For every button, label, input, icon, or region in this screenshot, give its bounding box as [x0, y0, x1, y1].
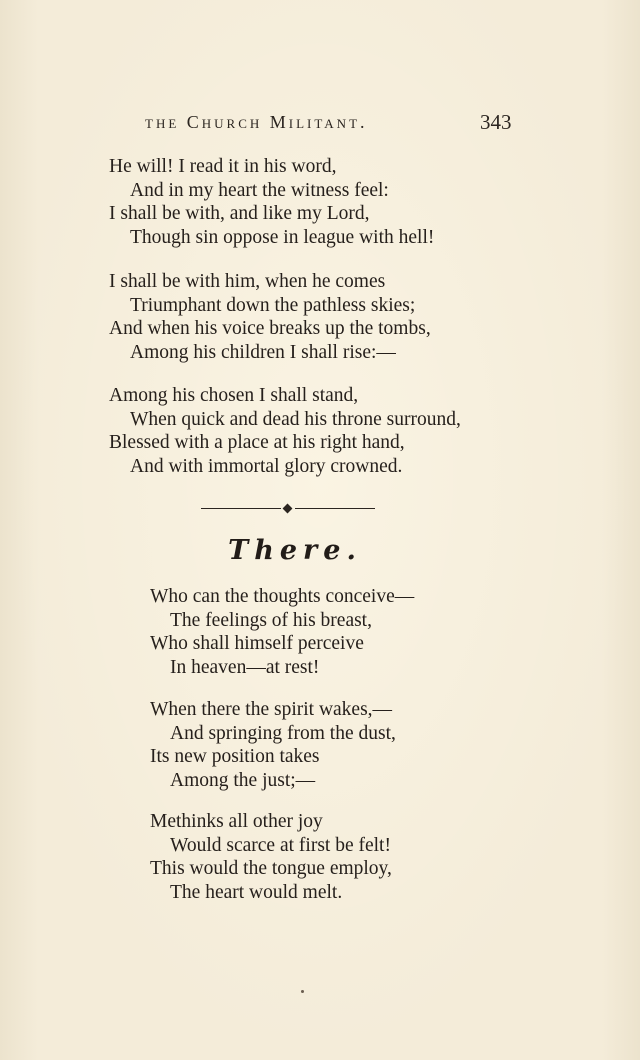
verse-line: When there the spirit wakes,— — [150, 699, 393, 720]
verse-line: The feelings of his breast, — [170, 609, 372, 631]
verse-line: And springing from the dust, — [170, 722, 396, 744]
verse-line: Triumphant down the pathless skies; — [130, 294, 416, 316]
stanza-top-1 — [0, 155, 640, 249]
verse-line: This would the tongue employ, — [150, 858, 392, 879]
verse-line: Blessed with a place at his right hand, — [109, 432, 405, 453]
verse-line: And with immortal glory crowned. — [130, 455, 403, 477]
verse-line: And in my heart the witness feel: — [130, 179, 389, 201]
verse-line: I shall be with him, when he comes — [109, 271, 386, 292]
running-head — [0, 110, 640, 140]
divider-rule-right — [295, 508, 375, 509]
verse-line: When quick and dead his throne surround, — [130, 408, 461, 430]
verse-line: And when his voice breaks up the tombs, — [109, 318, 431, 339]
verse-line: Would scarce at first be felt! — [170, 834, 391, 856]
poem-stanza-3 — [0, 810, 640, 904]
verse-line: In heaven—at rest! — [170, 656, 320, 678]
verse-line: The heart would melt. — [170, 881, 343, 903]
poem-stanza-2 — [0, 698, 640, 792]
diamond-ornament-icon — [283, 504, 293, 514]
stanza-top-2 — [0, 270, 640, 364]
verse-line: He will! I read it in his word, — [109, 156, 337, 177]
ornamental-divider — [201, 503, 375, 515]
verse-line: I shall be with, and like my Lord, — [109, 203, 370, 224]
poem-stanza-1 — [0, 585, 640, 679]
verse-line: Who can the thoughts conceive— — [150, 586, 415, 607]
stray-ink-dot — [301, 990, 304, 993]
verse-line: Though sin oppose in league with hell! — [130, 226, 435, 248]
verse-line: Its new position takes — [150, 746, 320, 767]
verse-line: Methinks all other joy — [150, 811, 323, 832]
verse-line: Among the just;— — [170, 769, 316, 791]
stanza-top-3 — [0, 384, 640, 478]
verse-line: Who shall himself perceive — [150, 633, 364, 654]
verse-line: Among his children I shall rise:— — [130, 341, 396, 363]
verse-line: Among his chosen I shall stand, — [109, 385, 359, 406]
divider-rule-left — [201, 508, 281, 509]
running-title: the Church Militant. — [145, 112, 368, 132]
poem-title: There. — [228, 535, 362, 566]
page-number: 343 — [480, 110, 512, 134]
